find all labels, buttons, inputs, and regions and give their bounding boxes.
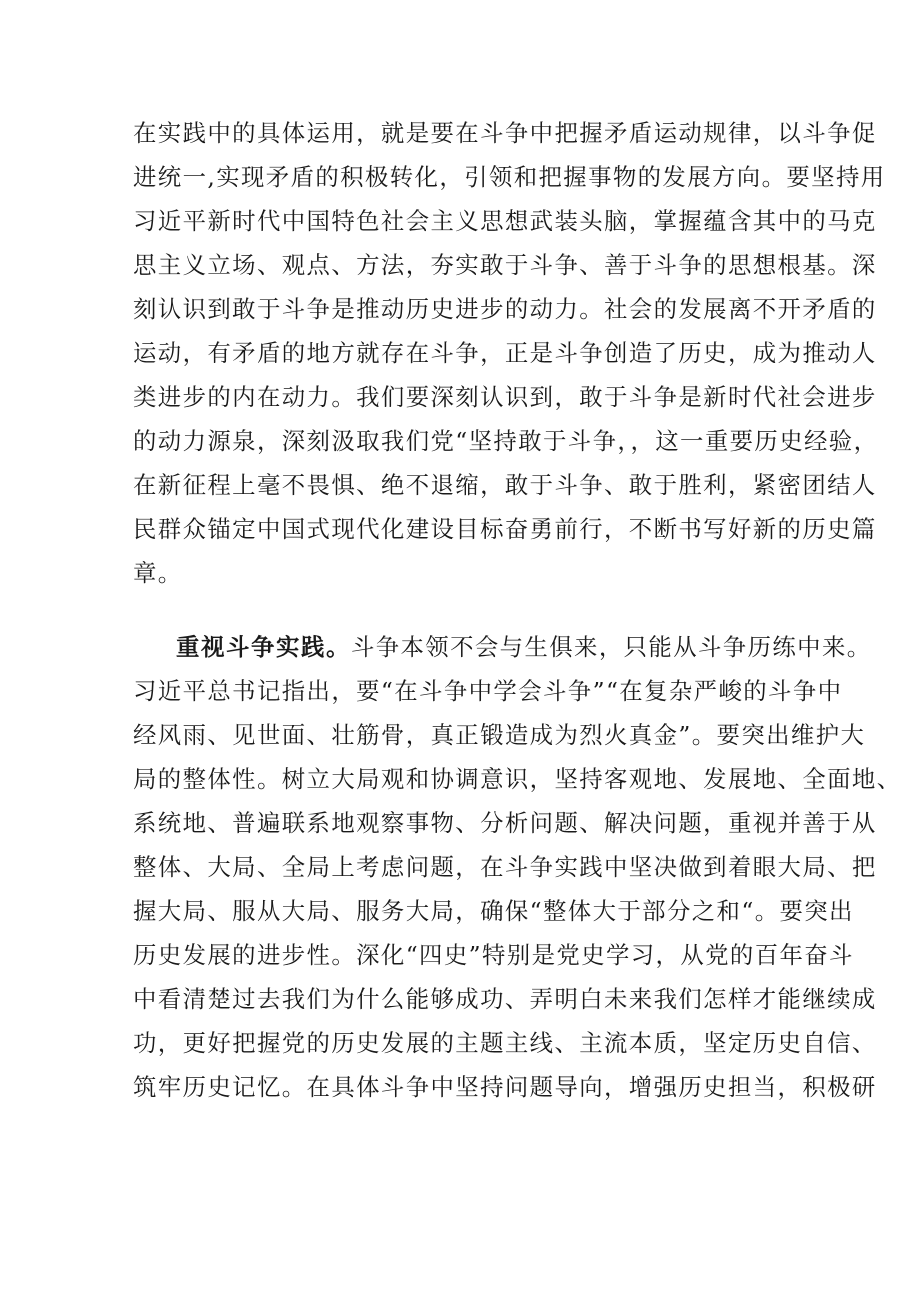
section-heading: 重视斗争实践。 [176, 633, 351, 661]
paragraph-1-line-7: 类进步的内在动力。我们要深刻认识到，敢于斗争是新时代社会进步 [133, 383, 877, 411]
paragraph-2-line-7: 握大局、服从大局、服务大局，确保“整体大于部分之和“。要突出 [133, 897, 854, 925]
paragraph-2-line-3: 经风雨、见世面、壮筋骨，真正锻造成为烈火真金”。要突出维护大 [133, 721, 866, 749]
paragraph-1-line-3: 习近平新时代中国特色社会主义思想武装头脑，掌握蕴含其中的马克 [133, 207, 877, 235]
paragraph-2-line-2: 习近平总书记指出，要“在斗争中学会斗争”“在复杂严峻的斗争中 [133, 677, 843, 705]
paragraph-1-line-2: 进统一,实现矛盾的积极转化，引领和把握事物的发展方向。要坚持用 [133, 163, 886, 191]
paragraph-1-line-6: 运动，有矛盾的地方就存在斗争，正是斗争创造了历史，成为推动人 [133, 339, 877, 367]
paragraph-2-first-line-text: 斗争本领不会与生俱来，只能从斗争历练中来。 [350, 633, 872, 661]
paragraph-1-line-10: 民群众锚定中国式现代化建设目标奋勇前行，不断书写好新的历史篇 [133, 515, 877, 543]
paragraph-1-line-8: 的动力源泉，深刻汲取我们党“坚持敢于斗争，，这一重要历史经验， [133, 427, 879, 455]
paragraph-1-line-4: 思主义立场、观点、方法，夯实敢于斗争、善于斗争的思想根基。深 [133, 251, 877, 279]
paragraph-2-line-8: 历史发展的进步性。深化“四史”特别是党史学习，从党的百年奋斗 [133, 941, 854, 969]
paragraph-2-line-10: 功，更好把握党的历史发展的主题主线、主流本质，坚定历史自信、 [133, 1029, 877, 1057]
paragraph-1-line-11: 章。 [133, 559, 183, 587]
paragraph-2-line-6: 整体、大局、全局上考虑问题，在斗争实践中坚决做到着眼大局、把 [133, 853, 877, 881]
paragraph-1-line-5: 刻认识到敢于斗争是推动历史进步的动力。社会的发展离不开矛盾的 [133, 295, 877, 323]
paragraph-1-line-1: 在实践中的具体运用，就是要在斗争中把握矛盾运动规律，以斗争促 [133, 119, 877, 147]
paragraph-2-line-4: 局的整体性。树立大局观和协调意识，坚持客观地、发展地、全面地、 [133, 765, 902, 793]
paragraph-1-line-9: 在新征程上毫不畏惧、绝不退缩，敢于斗争、敢于胜利，紧密团结人 [133, 471, 877, 499]
paragraph-2-line-11: 筑牢历史记忆。在具体斗争中坚持问题导向，增强历史担当，积极研 [133, 1073, 877, 1101]
paragraph-2-line-5: 系统地、普遍联系地观察事物、分析问题、解决问题，重视并善于从 [133, 809, 877, 837]
paragraph-2-line-9: 中看清楚过去我们为什么能够成功、弄明白未来我们怎样才能继续成 [133, 985, 877, 1013]
paragraph-2-first-line [176, 627, 872, 667]
